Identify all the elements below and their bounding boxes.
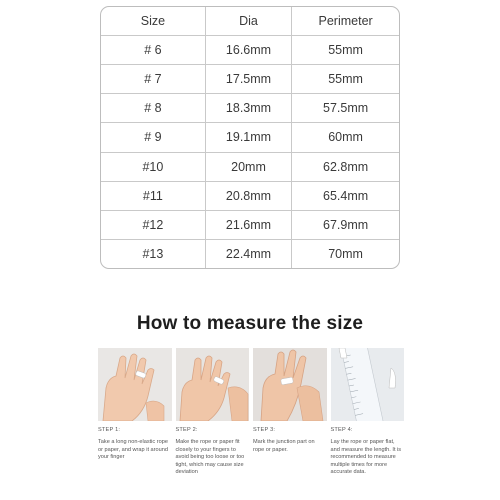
- step-1-text: Take a long non-elastic rope or paper, and wrap it around your finger: [98, 439, 168, 461]
- table-row: [101, 35, 399, 64]
- table-row: [101, 240, 399, 268]
- cell-dia: 18.3mm: [205, 94, 291, 123]
- table-row: [101, 152, 399, 181]
- header-perimeter: Perimeter: [292, 7, 399, 35]
- steps-row: [98, 348, 404, 477]
- step-4-label: STEP 4:: [330, 427, 353, 433]
- table-row: [101, 123, 399, 152]
- cell-size: #11: [101, 181, 205, 210]
- table-row: [101, 210, 399, 239]
- step-2-text: Make the rope or paper fit closely to your fingers to avoid being too loose or too tight, which may cause size deviation: [175, 439, 245, 476]
- step-4-text: Lay the rope or paper flat, and measure the length. It is recommended to measure multiple times for more accurate data.: [330, 439, 402, 476]
- header-dia: Dia: [205, 7, 291, 35]
- step-1: [98, 348, 172, 477]
- step-4: [331, 348, 405, 477]
- step-2: [176, 348, 250, 477]
- hand-mark-icon: [253, 348, 327, 421]
- table-row: [101, 94, 399, 123]
- cell-size: # 8: [101, 94, 205, 123]
- hand-wrap-icon: [98, 348, 172, 421]
- cell-size: # 7: [101, 64, 205, 93]
- cell-size: # 6: [101, 35, 205, 64]
- cell-perimeter: 62.8mm: [292, 152, 399, 181]
- step-1-label: STEP 1:: [98, 427, 121, 433]
- step-3: [253, 348, 327, 477]
- hand-tighten-icon: [176, 348, 250, 421]
- step-3-photo: [253, 348, 327, 421]
- size-table: [100, 6, 400, 269]
- cell-perimeter: 55mm: [292, 64, 399, 93]
- cell-perimeter: 57.5mm: [292, 94, 399, 123]
- howto-title: How to measure the size: [136, 313, 364, 334]
- table-row: [101, 181, 399, 210]
- cell-size: #10: [101, 152, 205, 181]
- cell-size: #13: [101, 240, 205, 268]
- cell-size: #12: [101, 210, 205, 239]
- step-1-photo: [98, 348, 172, 421]
- cell-perimeter: 60mm: [292, 123, 399, 152]
- table-row: [101, 64, 399, 93]
- step-2-label: STEP 2:: [175, 427, 198, 433]
- cell-dia: 20.8mm: [205, 181, 291, 210]
- cell-dia: 19.1mm: [205, 123, 291, 152]
- ruler-icon: [331, 348, 405, 421]
- cell-perimeter: 67.9mm: [292, 210, 399, 239]
- cell-perimeter: 70mm: [292, 240, 399, 268]
- step-2-photo: [176, 348, 250, 421]
- cell-size: # 9: [101, 123, 205, 152]
- step-4-photo: [331, 348, 405, 421]
- cell-perimeter: 55mm: [292, 35, 399, 64]
- step-3-label: STEP 3:: [253, 427, 276, 433]
- cell-dia: 21.6mm: [205, 210, 291, 239]
- cell-dia: 22.4mm: [205, 240, 291, 268]
- step-3-text: Mark the junction part on rope or paper.: [253, 439, 315, 453]
- table-header-row: [101, 7, 399, 35]
- cell-dia: 17.5mm: [205, 64, 291, 93]
- cell-perimeter: 65.4mm: [292, 181, 399, 210]
- cell-dia: 16.6mm: [205, 35, 291, 64]
- cell-dia: 20mm: [205, 152, 291, 181]
- header-size: Size: [101, 7, 205, 35]
